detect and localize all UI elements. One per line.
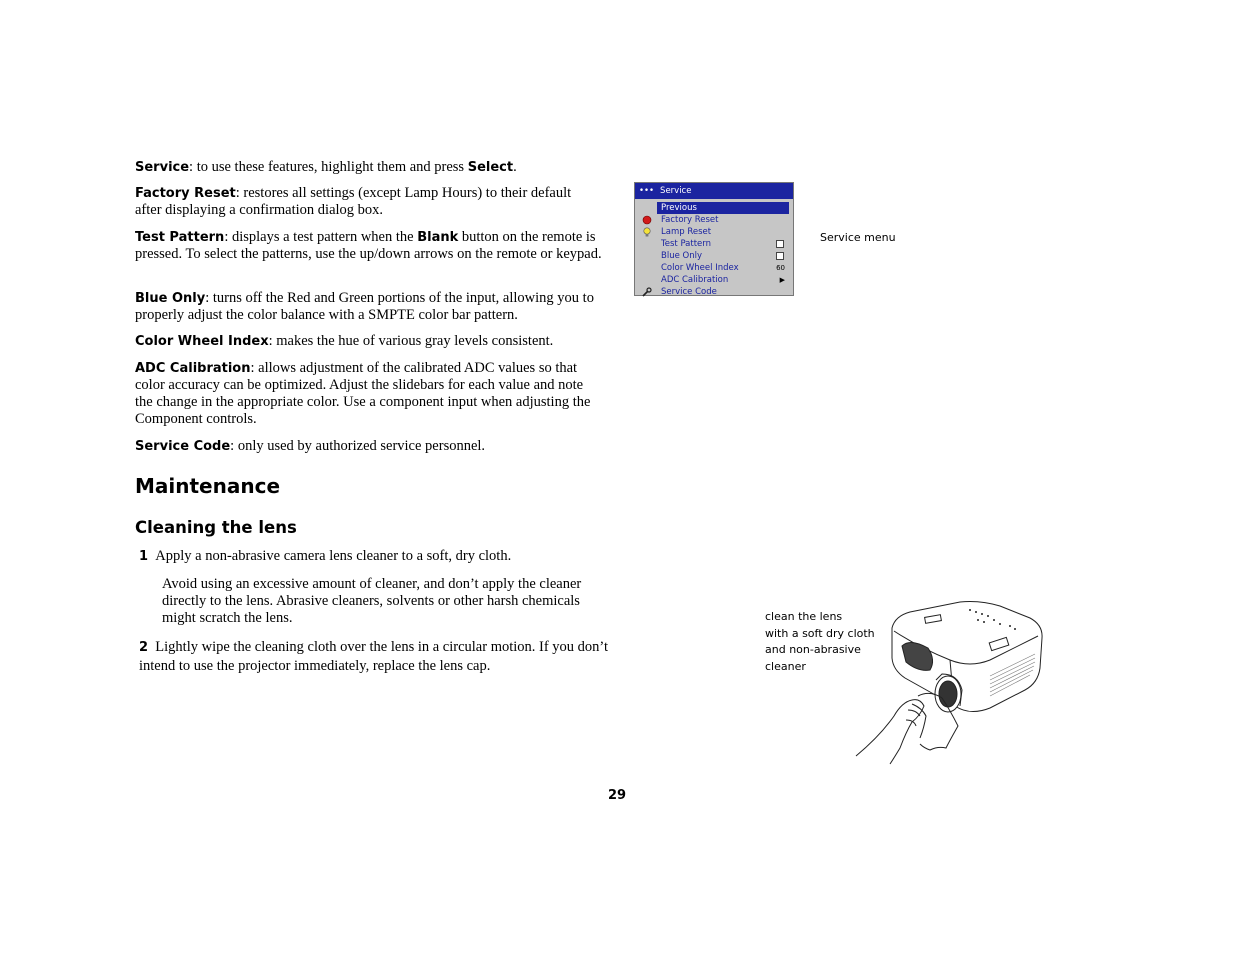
menu-item-color-wheel-index[interactable] — [635, 262, 793, 274]
service-code-paragraph — [135, 438, 605, 455]
menu-item-label: Lamp Reset — [661, 227, 712, 237]
lightbulb-icon — [642, 227, 652, 237]
red-circle-icon — [642, 215, 652, 225]
subsection-title: Cleaning the lens — [135, 518, 297, 537]
caption-line: cleaner — [765, 659, 806, 673]
blue-only-text: : turns off the Red and Green portions of the input, allowing you to properly adjust the color balance with a SMPTE color bar pattern. — [135, 290, 594, 323]
service-code-text: : only used by authorized service personnel. — [230, 438, 486, 454]
test-pattern-paragraph — [135, 229, 605, 263]
menu-item-factory-reset[interactable] — [635, 214, 793, 226]
term-color-wheel-index: Color Wheel Index — [135, 334, 269, 349]
projector-cleaning-illustration — [850, 598, 1050, 768]
term-test-pattern: Test Pattern — [135, 230, 225, 245]
test-pattern-text-end: button on the remote is pressed. To select the patterns, use the up/down arrows on the remote or keypad. — [135, 229, 602, 262]
step-number: 1 — [139, 549, 149, 564]
color-wheel-index-text: : makes the hue of various gray levels consistent. — [268, 333, 554, 349]
page-number: 29 — [608, 788, 627, 803]
arrow-right-icon: ▶ — [779, 276, 785, 284]
service-menu — [634, 182, 794, 296]
blue-only-paragraph — [135, 290, 605, 324]
color-wheel-index-paragraph — [135, 333, 605, 350]
menu-title: Service — [660, 186, 692, 196]
menu-item-label: ADC Calibration — [661, 275, 729, 285]
menu-title-bar — [635, 183, 793, 199]
caption-line: with a soft dry cloth — [765, 626, 875, 640]
term-blank: Blank — [417, 230, 459, 245]
adc-calibration-paragraph — [135, 360, 601, 428]
step-text: Apply a non-abrasive camera lens cleaner to a soft, dry cloth. — [155, 548, 512, 564]
step-note-text: Avoid using an excessive amount of cleaner, and don’t apply the cleaner directly to the lens. Abrasive cleaners, solvents or other harsh chemicals might scratch the lens. — [162, 576, 582, 626]
menu-item-label: Blue Only — [661, 251, 702, 261]
term-service-code: Service Code — [135, 439, 231, 454]
wrench-icon — [642, 287, 652, 297]
step-1-note — [162, 576, 602, 627]
menu-item-label: Color Wheel Index — [661, 263, 739, 273]
term-service: Service — [135, 160, 190, 175]
adc-calibration-text: : allows adjustment of the calibrated ADC values so that color accuracy can be optimized. Adjust the slidebars for each value and note the change in the appropriate color. Use a component input when adjusting the Component controls. — [135, 360, 591, 427]
step-text: Lightly wipe the cleaning cloth over the lens in a circular motion. If you don’t intend to use the projector immediately, replace the lens cap. — [139, 639, 609, 674]
menu-item-previous[interactable] — [657, 202, 789, 214]
color-wheel-value: 60 — [776, 264, 785, 272]
menu-item-label: Service Code — [661, 287, 717, 297]
menu-item-lamp-reset[interactable] — [635, 226, 793, 238]
section-title: Maintenance — [135, 474, 281, 498]
menu-item-label: Previous — [661, 203, 697, 213]
term-factory-reset: Factory Reset — [135, 186, 236, 201]
service-text-end: . — [513, 159, 517, 175]
blue-only-checkbox[interactable] — [776, 252, 784, 260]
service-text: : to use these features, highlight them and press — [189, 159, 468, 175]
service-paragraph — [135, 159, 605, 176]
step-1 — [139, 548, 609, 565]
factory-reset-text: : restores all settings (except Lamp Hours) to their default after displaying a confirmation dialog box. — [135, 185, 572, 218]
term-blue-only: Blue Only — [135, 291, 206, 306]
menu-item-label: Test Pattern — [661, 239, 712, 249]
step-2 — [139, 638, 609, 676]
term-adc-calibration: ADC Calibration — [135, 361, 251, 376]
menu-dots-icon: ••• — [639, 186, 655, 196]
menu-item-label: Factory Reset — [661, 215, 719, 225]
caption-line: and non-abrasive — [765, 643, 861, 656]
menu-item-blue-only[interactable] — [635, 250, 793, 262]
term-select: Select — [467, 160, 514, 175]
step-number: 2 — [139, 640, 149, 655]
menu-item-test-pattern[interactable] — [635, 238, 793, 250]
test-pattern-checkbox[interactable] — [776, 240, 784, 248]
menu-item-service-code[interactable] — [635, 286, 793, 298]
caption-line: clean the lens — [765, 610, 843, 623]
factory-reset-paragraph — [135, 185, 595, 219]
service-menu-caption: Service menu — [820, 231, 896, 244]
test-pattern-text: : displays a test pattern when the — [224, 229, 418, 245]
menu-item-adc-calibration[interactable] — [635, 274, 793, 286]
